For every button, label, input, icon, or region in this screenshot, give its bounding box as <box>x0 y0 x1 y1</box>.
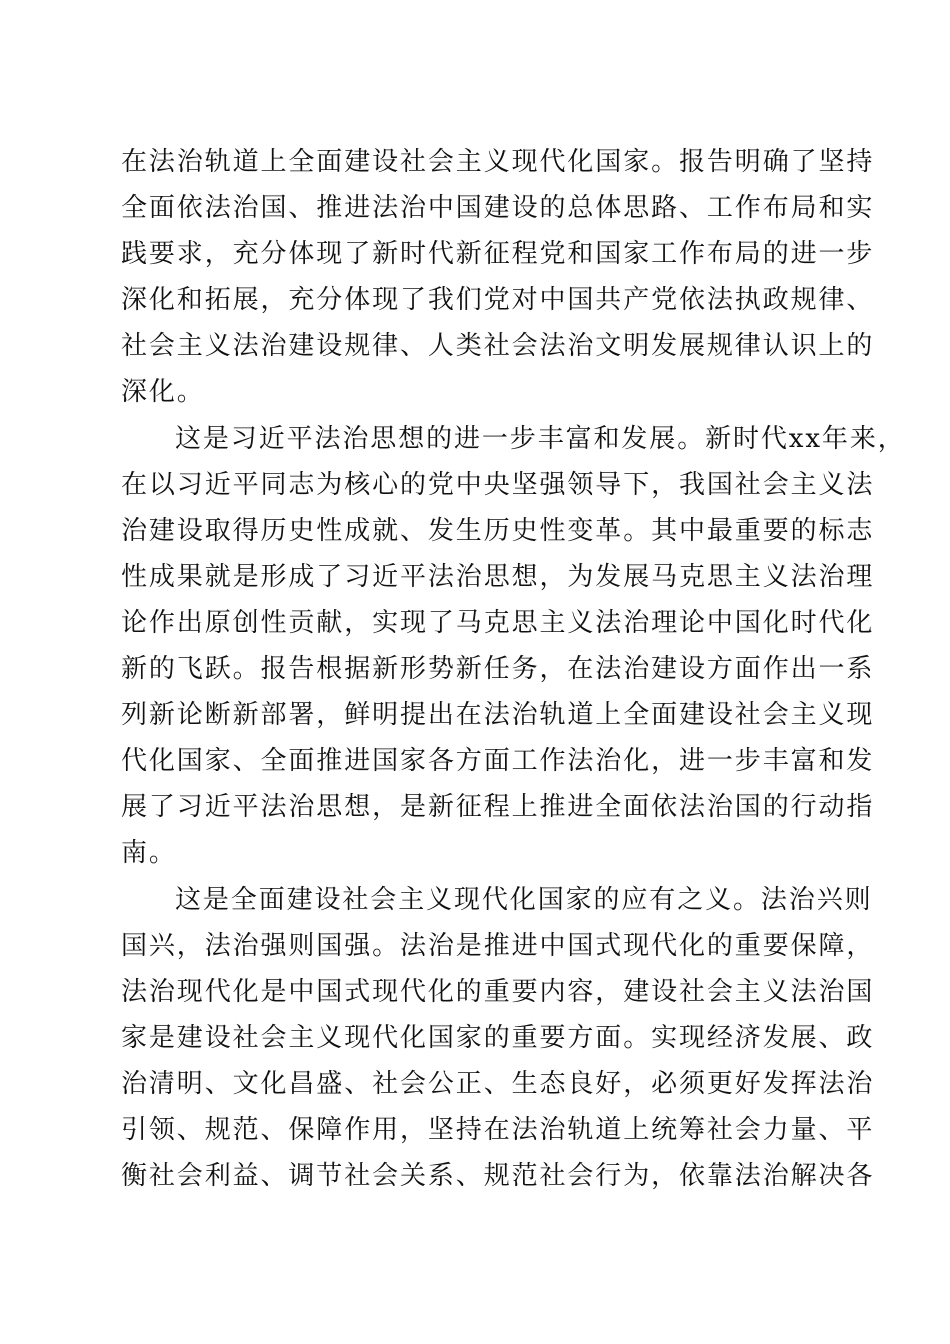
text-line: 论作出原创性贡献，实现了马克思主义法治理论中国化时代化 <box>121 607 875 638</box>
text-line: 践要求，充分体现了新时代新征程党和国家工作布局的进一步 <box>121 239 875 270</box>
text-line: 深化和拓展，充分体现了我们党对中国共产党依法执政规律、 <box>121 285 875 316</box>
text-line: 社会主义法治建设规律、人类社会法治文明发展规律认识上的 <box>121 331 875 362</box>
text-line: 列新论断新部署，鲜明提出在法治轨道上全面建设社会主义现 <box>121 700 875 731</box>
text-line: 南。 <box>121 838 177 869</box>
text-line: 代化国家、全面推进国家各方面工作法治化，进一步丰富和发 <box>121 746 875 777</box>
text-line: 这是全面建设社会主义现代化国家的应有之义。法治兴则 <box>175 884 873 915</box>
text-line: 在以习近平同志为核心的党中央坚强领导下，我国社会主义法 <box>121 469 875 500</box>
text-line: 这是习近平法治思想的进一步丰富和发展。新时代xx年来， <box>175 423 906 454</box>
text-line: 治建设取得历史性成就、发生历史性变革。其中最重要的标志 <box>121 515 875 546</box>
text-line: 在法治轨道上全面建设社会主义现代化国家。报告明确了坚持 <box>121 147 875 177</box>
paragraph-1 <box>121 139 875 416</box>
paragraph-2 <box>121 416 906 877</box>
paragraph-3 <box>121 877 875 1200</box>
text-line: 治清明、文化昌盛、社会公正、生态良好，必须更好发挥法治 <box>121 1068 875 1099</box>
text-line: 全面依法治国、推进法治中国建设的总体思路、工作布局和实 <box>121 193 875 224</box>
text-line: 国兴，法治强则国强。法治是推进中国式现代化的重要保障， <box>121 930 875 961</box>
text-line: 性成果就是形成了习近平法治思想，为发展马克思主义法治理 <box>121 561 875 592</box>
text-line: 衡社会利益、调节社会关系、规范社会行为，依靠法治解决各 <box>121 1161 875 1192</box>
text-line: 展了习近平法治思想，是新征程上推进全面依法治国的行动指 <box>121 792 875 823</box>
text-line: 新的飞跃。报告根据新形势新任务，在法治建设方面作出一系 <box>121 654 875 685</box>
document-body <box>121 139 906 1199</box>
text-line: 引领、规范、保障作用，坚持在法治轨道上统筹社会力量、平 <box>121 1114 875 1145</box>
text-line: 深化。 <box>121 377 205 408</box>
text-line: 法治现代化是中国式现代化的重要内容，建设社会主义法治国 <box>121 976 875 1007</box>
text-line: 家是建设社会主义现代化国家的重要方面。实现经济发展、政 <box>121 1022 875 1053</box>
